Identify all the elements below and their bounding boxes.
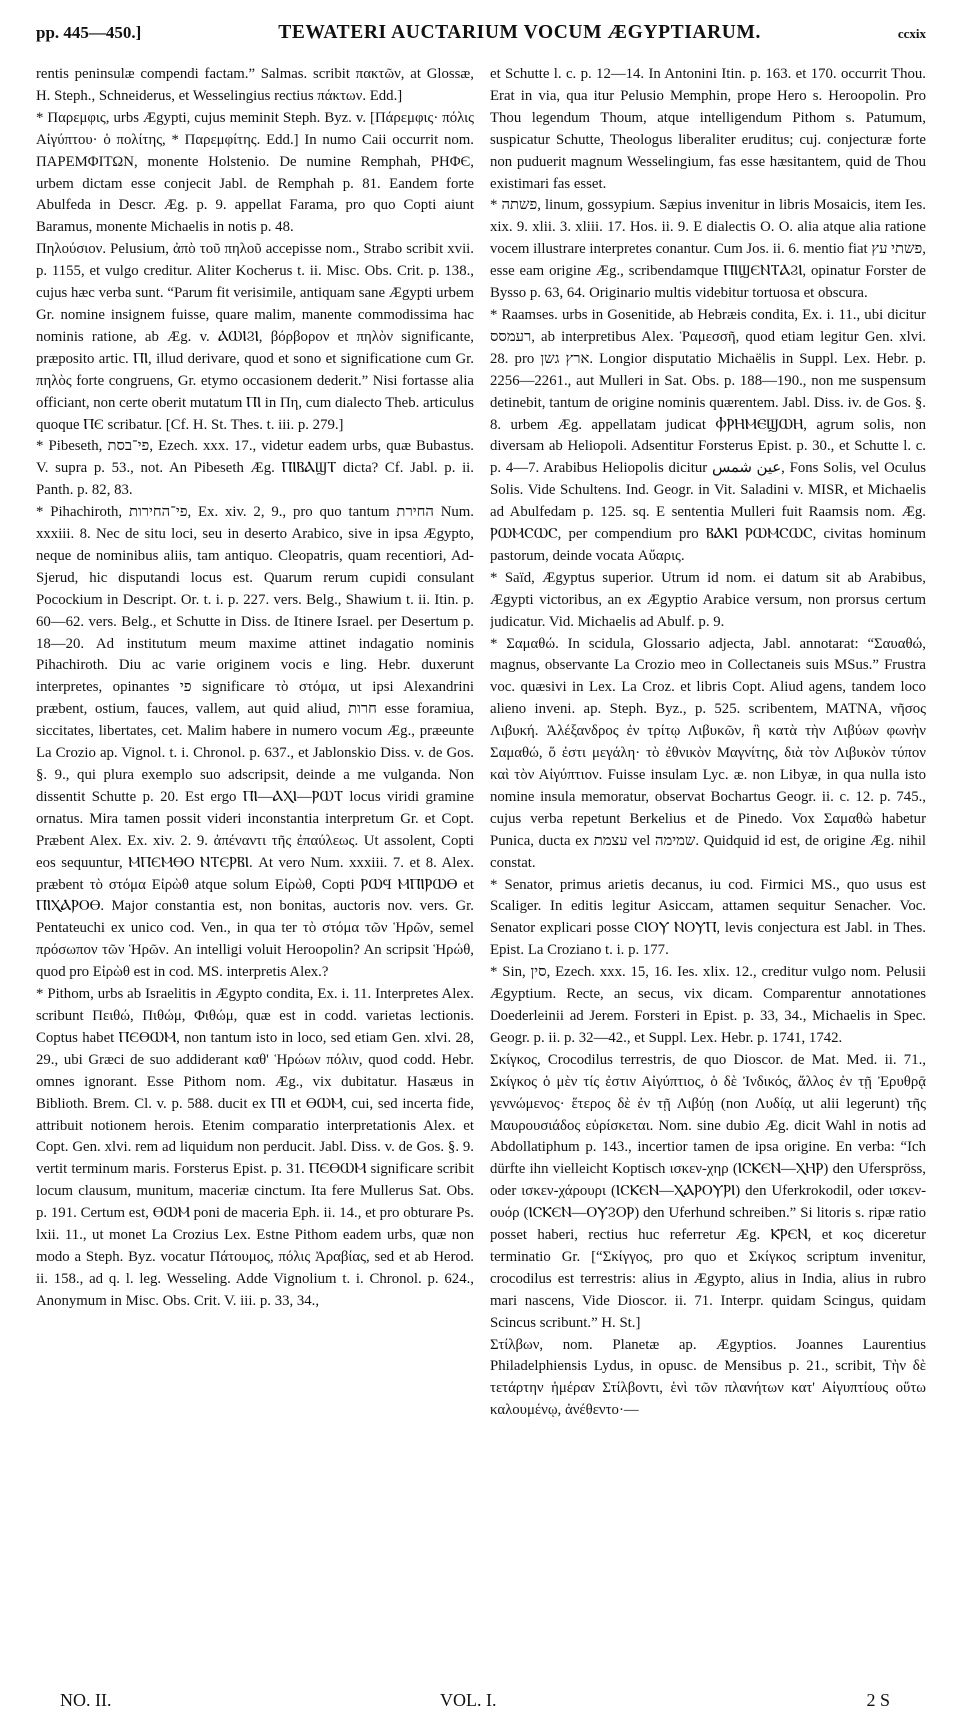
paragraph: * Sin, סין, Ezech. xxx. 15, 16. Ies. xlix. 12., creditur vulgo nom. Pelusii Ægyptium. Recte, an secus, vix dicam. Comparentur annotationes Doederleinii ad Jerem. Forsteri in Epist. p. 33, 34., Michaelis in Spec. Geogr. p. ii. p. 32—42., et Suppl. Lex. Hebr. p. 1741, 1742. <box>490 964 926 1046</box>
paragraph: Στίλβων, nom. Planetæ ap. Ægyptios. Joannes Laurentius Philadelphiensis Lydus, in opusc. de Mensibus p. 21., scribit, Τὴν δὲ τετάρτην ἡμέραν Στίλβοντι, ἑνὶ τῶν πλανήτων κατ' Αἰγυπτίους οὕτω καλουμένῳ, ἀνέθεντο·— <box>490 1336 926 1419</box>
paragraph: * Pithom, urbs ab Israelitis in Ægypto condita, Ex. i. 11. Interpretes Alex. scribunt Πειθώ, Πιθώμ, Φιθώμ, quæ est in codd. varietas lectionis. Coptus habet ⲠЄⲐⲰⲘ, non tantum isto in loco, sed etiam Gen. xlvi. 28, 29., ubi Græci de suo addiderant καθ' Ἡρώων πόλιν, quod codd. Hebr. omnes ignorant. Esse Pithom nom. Æg., vix dubitatur. Hasæus in Biblioth. Brem. Cl. v. p. 588. ducit ex ⲠⲒ et ⲐⲰⲘ, cui, sed incerta fide, attribuit notionem herois. Etenim comparatio interpretationis Alex. et Copt. Gen. xlvi. rem ad liquidum non perducit. Jabl. Diss. v. de Gos. §. 9. vertit terminum maris. Forsterus Epist. p. 31. ⲠЄⲐⲰⲘ significare scribit locum clausum, munitum, maceriæ cinctum. Ita fere Mullerus Sat. Obs. p. 191. Certum est, ⲐⲰⲘ poni de maceria Eph. ii. 14., et pro obturare Ps. lxii. 11., ut monet La Crozius Lex. Estne Pithom eadem urbs, quæ non modo a Steph. Byz. vocatur Πάτουμος, πόλις Ἀραβίας, sed et ab Herod. ii. 158., ad q. l. leg. Wesseling. Adde Vignolium t. i. Chronol. p. 624., Anonymum in Misc. Obs. Crit. V. iii. p. 33, 34., <box>36 986 474 1309</box>
paragraph: * Saïd, Ægyptus superior. Utrum id nom. ei datum sit ab Arabibus, Ægypti victoribus, an ex Ægyptio Arabice versum, non prorsus certum judicatur. Vid. Michaelis ad Abulf. p. 9. <box>490 569 926 630</box>
paragraph: * Παρεμφις, urbs Ægypti, cujus meminit Steph. Byz. v. [Πάρεμφις· πόλις Αἰγύπτου· ὁ πολίτης, * Παρεμφίτης. Edd.] In numo Caii occurrit nom. ΠΑΡΕΜΦΙΤΩΝ, monente Holstenio. De numine Remphah, ΡΗΦЄ, urbem dictam esse conjecit Jabl. de Remphah p. 81. Eandem forte Abulfeda in Descr. Æg. p. 9. appellat Farama, pro quo Copti aiunt Baramus, monente Michaelis in notis p. 48. <box>36 109 474 236</box>
right-column <box>490 64 926 1672</box>
paragraph: * Pihachiroth, פי־החירות, Ex. xiv. 2, 9., pro quo tantum החירת Num. xxxiii. 8. Nec de situ loci, seu in deserto Arabico, sive in ipsa Ægypto, neque de nominibus aliis, tam antiquo. Cleopatris, quam recentiori, Ad-Sjerud, hic disputandi locus est. Quarum rerum cupidi consulant Pocockium in Descript. Or. t. i. p. 227. vers. Belg., Shawium t. ii. Itin. p. 60—62. vers. Belg., et Schutte in Diss. de Itinere Israel. per Desertum p. 18—20. Ad institutum meum maxime attinet indagatio nominis Pihachiroth. Diu ac varie originem vocis e ling. Hebr. duxerunt interpretes, opinantes פי significare τὸ στόμα, ut ipsi Alexandrini præbent, ostium, fauces, vallem, aut quid aliud, חרות esse foramiua, siccitates, libertates, cet. Malim habere in numero vocum Æg., præeunte La Crozio ap. Vignol. t. i. Chronol. p. 637., et Jablonskio Diss. v. de Gos. §. 9., qui plura exemplo suo adscripsit, deinde a me vulganda. Non dissentit Schutte p. 20. Est ergo ⲠⲒ—ⲀⲬⲒ—ⲢⲰⲦ locus viridi gramine ornatus. Mira tamen possit videri inconstantia interpretum Gr. et Copt. Præbent Alex. Ex. xiv. 2. 9. ἀπέναντι τῆς ἐπαύλεως. Ut assolent, Copti eos sequuntur, ⲘⲠЄⲘⲐⲞ ⲚⲦЄⲢⲂⲒ. At vero Num. xxxiii. 7. et 8. Alex. præbent τὸ στόμα Εἰρὼθ atque solum Εἰρὼθ, Copti ⲢⲰϤ ⲘⲠⲒⲢⲰⲐ et ⲠⲒⲬⲀⲢⲞⲐ. Major constantia est, non bonitas, auctoris nov. vers. Gr. Pentateuchi ex unico cod. Ven., in qua ter τὸ στόμα τῶν Ἡρῶν, semel πρόσωπον τῶν Ἡρῶν. An intelligi voluit Heroopolin? An scripsit Ἡρώθ, quod pro Εἰρὼθ est in cod. MS. interpretis Alex.? <box>36 504 474 981</box>
page-footer <box>60 1690 920 1720</box>
running-title: TEWATERI AUCTARIUM VOCUM ÆGYPTIARUM. <box>278 22 761 43</box>
volume-number: VOL. I. <box>440 1690 497 1710</box>
folio-number: ccxix <box>897 26 926 41</box>
paragraph: * Senator, primus arietis decanus, iu cod. Firmici MS., quo usus est Scaliger. In editis legitur Asiccam, attamen sequitur Senacher. Voc. Senator explicari posse ⲤⲒⲞⲨ ⲚⲞⲨⲠ, levis conjectura est Jabl. in Thes. Epist. La Croziano t. i. p. 177. <box>490 876 926 959</box>
left-column <box>36 64 474 1672</box>
issue-number: NO. II. <box>60 1690 112 1710</box>
page-range: pp. 445—450.] <box>36 23 142 42</box>
paragraph: * Pibeseth, פי־בסת, Ezech. xxx. 17., videtur eadem urbs, quæ Bubastus. V. supra p. 53., not. An Pibeseth Æg. ⲠⲒⲂⲀϢⲦ dicta? Cf. Jabl. p. ii. Panth. p. 82, 83. <box>36 438 474 499</box>
paragraph: * Σαμαθώ. In scidula, Glossario adjecta, Jabl. annotarat: “Σαυαθώ, magnus, observante La Crozio meo in Collectaneis suis MSus.” Frustra voc. quæsivi in Lex. La Croz. et libris Copt. Aliud agens, tandem loco alieno inveni. ap. Steph. Byz., p. 525. scribentem, ΜΑΤΝΑ, νῆσος Λιβυκή. Ἀλέξανδρος ἐν τρίτῳ Λιβυκῶν, ἣ κατὰ τὴν Λιβύων φωνὴν Σαμαθώ, ὅ ἐστι μεγάλη· τὸ ἐθνικὸν Μαγνίτης, διὰ τὸν Λιβυκὸν τύπον καὶ τὸν Αἰγύπτιον. Fuisse insulam Lyc. æ. non Libyæ, in qua nulla isto nomine insula memoratur, observat Bochartus Geogr. ii. c. 12. p. 745., cujus verba repetunt Berkelius et de Pinedo. Vox Σαμαθὼ habetur Punica, ducta ex עצמת vel שמימה. Quidquid id est, de origine Æg. nihil constat. <box>490 635 926 871</box>
paragraph: * Raamses. urbs in Gosenitide, ab Hebræis condita, Ex. i. 11., ubi dicitur רעמסס, ab interpretibus Alex. Ῥαμεσσῆ, quod etiam legitur Gen. xlvi. 28. pro ארץ גשן. Longior disputatio Michaëlis in Suppl. Lex. Hebr. p. 2256—2261., aut Mulleri in Sat. Obs. p. 188—190., non me suspensum detinebit, tantum de origine nominis quærentem. Jabl. Diss. iv. de Gos. §. 8. urbem Æg. appellatam judicat ⲪⲢⲎⲘⲈϢⲰⲎ, agrum solis, non diversam ab Heliopoli. Adsentitur Forsterus Epist. p. 30., et Schutte l. c. p. 4—7. Arabibus Heliopolis dicitur عين شمس, Fons Solis, vel Oculus Solis. Vide Schultens. Ind. Geogr. in Vit. Saladini v. MISR, et Michaelis ad Abulfedam p. 125. sq. E sententia Mulleri fuit Raamsis nom. Æg. ⲢⲰⲘⲤⲰⲤ, per compendium pro ⲂⲀⲔⲒ ⲢⲰⲘⲤⲰⲤ, civitas hominum pastorum, deinde vocata Αὔαρις. <box>490 306 926 564</box>
signature-mark: 2 S <box>866 1690 890 1710</box>
paragraph: Σκίγκος, Crocodilus terrestris, de quo Dioscor. de Mat. Med. ii. 71., Σκίγκος ὁ μὲν τίς ἐστιν Αἰγύπτιος, ὁ δὲ Ἰνδικός, ἄλλος ἐν τῇ Ἐρυθρᾷ γεννώμενος· ἕτερος δὲ ἐν τῇ Λιβύῃ (non Λυδίᾳ, ut alii legerunt) τῆς Μαυρουσιάδος εὑρίσκεται. Nom. sine dubio Æg. dicit Wahl in notis ad Abdollatiphum p. 143., incertior tamen de ipsa origine. En verba: “Ich dürfte ihn vielleicht Koptisch ισκεν-χηρ (ⲒⲤⲔЄⲚ—ⲬⲎⲢ) den Uferspröss, oder ισκεν-χάρουρι (ⲒⲤⲔЄⲚ—ⲬⲀⲢⲞⲨⲢⲒ) den Uferkrokodil, oder ισκεν-ουόρ (ⲒⲤⲔЄⲚ—ⲞⲨϨⲞⲢ) den Uferhund schreiben.” Si litoris s. ripæ ratio posset haberi, rectius huc referretur Æg. ⲔⲢЄⲚ, et κος diceretur terminatio Gr. [“Σκίγγος, pro quo et Σκίγκος scriptum invenitur, crocodilus est terrestris: alius in Ægypto, alius in India, alius in rubro mari nascens, Vide Dioscor. ii. 71. Interpr. quidam Scingus, quidam Scincus scribunt.” H. St.] <box>490 1051 926 1331</box>
paragraph: * פשתה, linum, gossypium. Sæpius invenitur in libris Mosaicis, item Ies. xix. 9. xlii. 3. xliii. 17. Hos. ii. 9. E dialectis O. O. alia atque alia ratione vocem illustrare interpretes conantur. Cum Jos. ii. 6. mentio fiat פשתי עץ, esse eam origine Æg., scribendamque ⲠⲒϢЄⲚⲦⲀϨⲒ, opinatur Forster de Bysso p. 63, 64. Originario multis videbitur tortuosa et obscura. <box>490 197 926 302</box>
paragraph: et Schutte l. c. p. 12—14. In Antonini Itin. p. 163. et 170. occurrit Thou. Erat in via, qua itur Pelusio Memphin, prope Hero s. Heroopolin. Pro Thou legendum Thoum, atque intelligendum Pithom s. Patumum, suspicatur Schutte, Theologus liberaliter eruditus; cuj. conjecturæ forte non puduerit magnum Wesselingium, fas esse hæsitantem, quid de Thou existimari fas esset. <box>490 66 926 192</box>
paragraph: Πηλούσιον. Pelusium, ἀπὸ τοῦ πηλοῦ accepisse nom., Strabo scribit xvii. p. 1155, et vulgo creditur. Aliter Kocherus t. ii. Misc. Obs. Crit. p. 138., cujus hæc verba sunt. “Parum fit verisimile, antiquam sane Ægypti urbem Gr. nomine insignem fuisse, quare malim, manente commodissima hac nominis ratione, ab Æg. v. ⲀⲰⲒϨⲒ, βόρβορον et πηλὸν significante, præposito artic. ⲠⲒ, illud derivare, quod et sono et significatione cum Gr. πηλὸς forte congruens, Gr. etymo occasionem dederit.” Nisi fortasse alia officiant, non certe oberit mutatum ⲠⲒ in Πη, cum dialecto Theb. articulus quoque ⲠЄ scribatur. [Cf. H. St. Thes. t. iii. p. 279.] <box>36 241 474 433</box>
paragraph: rentis peninsulæ compendi factam.” Salmas. scribit πακτῶν, at Glossæ, H. Steph., Schneiderus, et Wesselingius rectius πάκτων. Edd.] <box>36 66 474 104</box>
running-header <box>36 22 926 52</box>
